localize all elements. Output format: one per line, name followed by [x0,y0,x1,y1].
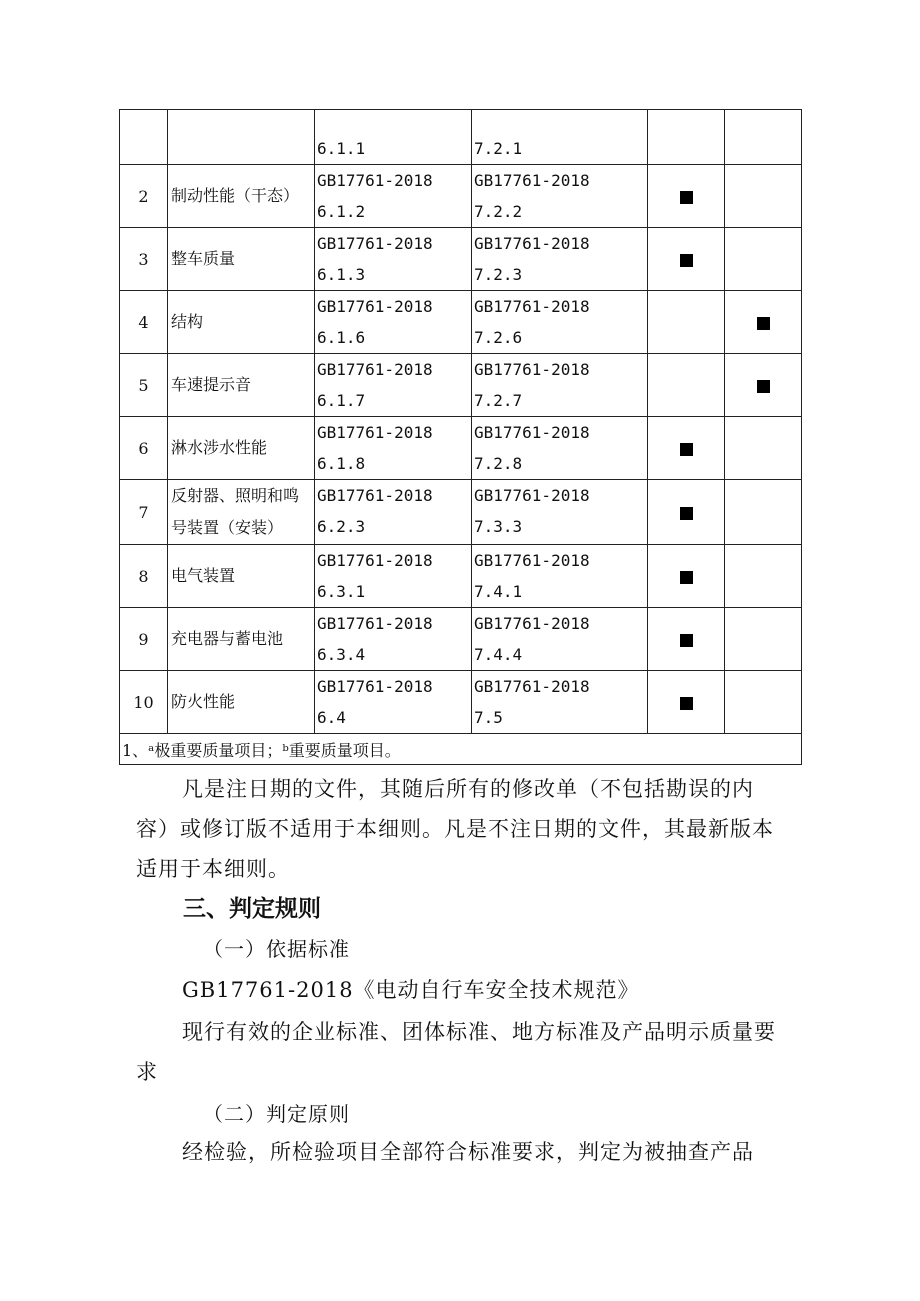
paragraph-other-standards: 现行有效的企业标准、团体标准、地方标准及产品明示质量要求 [136,1020,776,1084]
filled-square-mark [680,254,693,267]
requirement-clause-cell [315,608,472,671]
test-method-clause: 7.2.1 [474,139,523,158]
test-method-clause: GB17761-2018 [474,614,590,633]
item-number-cell: 7 [120,480,168,545]
test-method-clause: 7.2.2 [474,202,523,221]
table-row [120,110,802,165]
requirement-clause-cell [315,354,472,417]
requirement-clause: GB17761-2018 [317,486,433,505]
requirement-clause-cell [315,480,472,545]
paragraph-dated-references: 凡是注日期的文件，其随后所有的修改单（不包括勘误的内容）或修订版不适用于本细则。凡是不注日期的文件，其最新版本适用于本细则。 [136,777,774,881]
category-b-cell [725,608,802,671]
category-b-cell [725,480,802,545]
requirement-clause: 6.3.4 [317,645,366,664]
test-method-clause-cell [472,110,648,165]
item-name-cell: 充电器与蓄电池 [168,608,315,671]
item-name-cell: 淋水涉水性能 [168,417,315,480]
requirement-clause: GB17761-2018 [317,297,433,316]
requirement-clause-cell [315,291,472,354]
requirement-clause: 6.1.1 [317,139,366,158]
test-method-clause-cell [472,165,648,228]
test-method-clause: GB17761-2018 [474,677,590,696]
filled-square-mark [680,571,693,584]
item-number-cell: 10 [120,671,168,734]
category-b-cell [725,165,802,228]
filled-square-mark [680,634,693,647]
requirement-clause: 6.1.8 [317,454,366,473]
requirement-clause: GB17761-2018 [317,677,433,696]
category-b-cell [725,228,802,291]
category-b-cell [725,545,802,608]
test-method-clause: 7.2.7 [474,391,523,410]
requirement-clause: GB17761-2018 [317,614,433,633]
table-row [120,354,802,417]
test-method-clause: GB17761-2018 [474,486,590,505]
item-number-cell: 6 [120,417,168,480]
category-a-cell [648,291,725,354]
test-method-clause: GB17761-2018 [474,360,590,379]
category-b-cell [725,354,802,417]
section-heading-judgement-rules: 三、判定规则 [183,896,321,922]
requirement-clause: GB17761-2018 [317,423,433,442]
category-a-cell [648,354,725,417]
item-number-cell: 8 [120,545,168,608]
paragraph-judgement-result: 经检验，所检验项目全部符合标准要求，判定为被抽查产品 [182,1140,754,1164]
requirement-clause: 6.1.2 [317,202,366,221]
requirement-clause: 6.1.7 [317,391,366,410]
item-name-cell: 结构 [168,291,315,354]
filled-square-mark [757,380,770,393]
item-name-cell [168,110,315,165]
item-number-cell [120,110,168,165]
filled-square-mark [680,697,693,710]
table-row [120,165,802,228]
category-a-cell [648,671,725,734]
requirement-clause-cell [315,110,472,165]
filled-square-mark [680,191,693,204]
subheading-basis-standards: （一）依据标准 [203,937,350,961]
test-method-clause: GB17761-2018 [474,171,590,190]
inspection-items-table [119,109,802,765]
item-number-cell: 2 [120,165,168,228]
requirement-clause: 6.3.1 [317,582,366,601]
test-method-clause: GB17761-2018 [474,297,590,316]
table-row [120,480,802,545]
requirement-clause: GB17761-2018 [317,360,433,379]
table-row [120,417,802,480]
category-b-cell [725,110,802,165]
test-method-clause-cell [472,291,648,354]
filled-square-mark [680,507,693,520]
item-name-cell: 防火性能 [168,671,315,734]
test-method-clause-cell [472,671,648,734]
item-number-cell: 4 [120,291,168,354]
category-a-cell [648,228,725,291]
requirement-clause-cell [315,165,472,228]
category-a-cell [648,110,725,165]
item-name-cell: 电气装置 [168,545,315,608]
test-method-clause: 7.2.6 [474,328,523,347]
item-name-cell: 车速提示音 [168,354,315,417]
requirement-clause: GB17761-2018 [317,234,433,253]
standard-reference-line: GB17761-2018《电动自行车安全技术规范》 [182,978,640,1002]
category-a-cell [648,417,725,480]
filled-square-mark [680,443,693,456]
table-footnote: 1、ᵃ极重要质量项目；ᵇ重要质量项目。 [120,734,802,765]
test-method-clause-cell [472,545,648,608]
footnote-row [120,734,802,765]
test-method-clause-cell [472,228,648,291]
category-b-cell [725,291,802,354]
test-method-clause: 7.3.3 [474,517,523,536]
requirement-clause-cell [315,545,472,608]
requirement-clause-cell [315,417,472,480]
test-method-clause-cell [472,480,648,545]
requirement-clause: GB17761-2018 [317,551,433,570]
category-a-cell [648,165,725,228]
test-method-clause-cell [472,417,648,480]
item-name-cell: 整车质量 [168,228,315,291]
requirement-clause: 6.2.3 [317,517,366,536]
table-row [120,608,802,671]
test-method-clause-cell [472,608,648,671]
category-a-cell [648,545,725,608]
test-method-clause-cell [472,354,648,417]
test-method-clause: GB17761-2018 [474,423,590,442]
category-a-cell [648,480,725,545]
test-method-clause: 7.5 [474,708,503,727]
test-method-clause: 7.2.3 [474,265,523,284]
item-number-cell: 5 [120,354,168,417]
category-b-cell [725,417,802,480]
filled-square-mark [757,317,770,330]
test-method-clause: 7.4.4 [474,645,523,664]
test-method-clause: 7.2.8 [474,454,523,473]
table-row [120,671,802,734]
requirement-clause: GB17761-2018 [317,171,433,190]
item-number-cell: 3 [120,228,168,291]
table-row [120,545,802,608]
test-method-clause: GB17761-2018 [474,551,590,570]
table-row [120,228,802,291]
requirement-clause: 6.1.6 [317,328,366,347]
requirement-clause-cell [315,671,472,734]
test-method-clause: GB17761-2018 [474,234,590,253]
requirement-clause: 6.4 [317,708,346,727]
table-row [120,291,802,354]
requirement-clause-cell [315,228,472,291]
category-b-cell [725,671,802,734]
item-number-cell: 9 [120,608,168,671]
item-name-cell: 反射器、照明和鸣号装置（安装） [168,480,315,545]
test-method-clause: 7.4.1 [474,582,523,601]
subheading-judgement-principle: （二）判定原则 [203,1102,350,1126]
item-name-cell: 制动性能（干态） [168,165,315,228]
requirement-clause: 6.1.3 [317,265,366,284]
category-a-cell [648,608,725,671]
table-body [120,110,802,734]
